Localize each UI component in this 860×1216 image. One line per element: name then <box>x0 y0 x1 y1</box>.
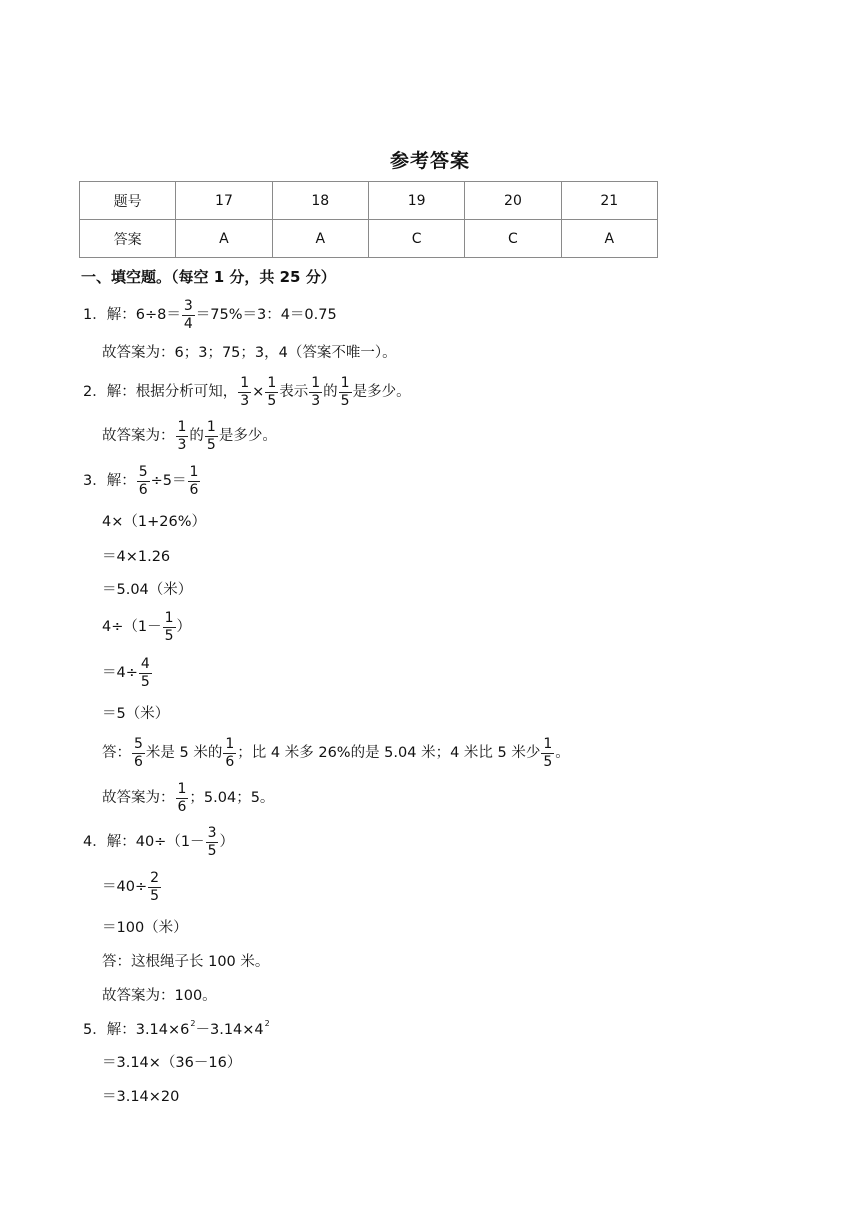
numerator: 3 <box>183 298 193 314</box>
denominator: 5 <box>207 842 217 859</box>
q4-conclusion: 答：这根绳子长 100 米。 <box>102 954 270 970</box>
answer-table <box>79 181 658 258</box>
table-cell: 19 <box>368 182 464 220</box>
numerator: 4 <box>140 656 150 672</box>
table-cell: 答案 <box>80 220 176 258</box>
denominator: 6 <box>134 753 143 770</box>
table-row <box>80 220 658 258</box>
text: ；比 4 米多 26%的是 5.04 米；4 米比 5 米少 <box>237 744 541 761</box>
denominator: 3 <box>177 436 187 453</box>
text: ） <box>176 618 192 635</box>
fraction <box>265 376 278 408</box>
q5-solution <box>83 1019 270 1038</box>
q4-answer: 故答案为：100。 <box>102 988 217 1004</box>
fraction <box>188 465 201 497</box>
numerator: 1 <box>267 375 277 391</box>
denominator: 3 <box>311 392 321 409</box>
text: 2．解：根据分析可知， <box>83 383 238 400</box>
text: × <box>252 383 265 400</box>
table-cell: C <box>368 220 464 258</box>
text: ＝40÷ <box>102 878 148 895</box>
q4-step <box>102 871 162 903</box>
denominator: 5 <box>340 392 350 409</box>
denominator: 6 <box>177 798 187 815</box>
text: －3.14×4 <box>195 1022 264 1038</box>
q2-answer <box>102 420 277 452</box>
numerator: 1 <box>189 464 199 480</box>
fraction <box>182 299 195 331</box>
table-cell: 21 <box>561 182 657 220</box>
fraction <box>132 737 145 769</box>
fraction <box>206 826 219 858</box>
q4-solution <box>83 826 234 858</box>
q1-solution <box>83 299 337 331</box>
fraction <box>238 376 251 408</box>
denominator: 6 <box>189 481 199 498</box>
superscript: 2 <box>264 1019 270 1029</box>
q4-step: ＝100（米） <box>102 920 188 936</box>
text: ） <box>219 833 234 850</box>
text: 是多少。 <box>352 383 411 400</box>
q5-step: ＝3.14×（36－16） <box>102 1055 242 1071</box>
numerator: 1 <box>311 375 321 391</box>
numerator: 1 <box>164 610 174 626</box>
text: 表示 <box>279 383 309 400</box>
denominator: 6 <box>225 753 235 770</box>
fraction <box>163 611 176 643</box>
denominator: 5 <box>543 753 553 770</box>
q3-step: ＝5（米） <box>102 706 170 722</box>
q3-solution <box>83 465 201 497</box>
q3-answer <box>102 782 274 814</box>
denominator: 5 <box>150 887 160 904</box>
q2-solution <box>83 376 411 408</box>
q5-step: ＝3.14×20 <box>102 1089 180 1105</box>
fraction <box>176 420 189 452</box>
q3-conclusion <box>102 737 570 769</box>
numerator: 1 <box>240 375 250 391</box>
numerator: 1 <box>206 419 216 435</box>
fraction <box>309 376 322 408</box>
text: ÷5＝ <box>150 472 187 489</box>
numerator: 1 <box>543 736 553 752</box>
table-cell: C <box>465 220 561 258</box>
denominator: 5 <box>140 673 150 690</box>
page-title: 参考答案 <box>389 150 470 172</box>
text: 答： <box>102 744 131 761</box>
table-cell: 18 <box>272 182 368 220</box>
numerator: 5 <box>138 464 148 480</box>
table-cell: 17 <box>176 182 272 220</box>
text: 是多少。 <box>218 427 277 444</box>
text: ；5.04；5。 <box>189 789 275 806</box>
q1-answer: 故答案为：6；3；75；3，4（答案不唯一）。 <box>102 345 397 361</box>
fraction <box>205 420 218 452</box>
fraction <box>339 376 352 408</box>
denominator: 5 <box>164 627 174 644</box>
numerator: 1 <box>177 781 187 797</box>
denominator: 6 <box>138 481 148 498</box>
text: 米是 5 米的 <box>145 744 223 761</box>
table-cell: A <box>272 220 368 258</box>
numerator: 5 <box>134 736 143 752</box>
q3-step: ＝5.04（米） <box>102 582 193 598</box>
q3-step: 4×（1+26%） <box>102 514 206 530</box>
text: 1．解：6÷8＝ <box>83 306 181 323</box>
text: 3．解： <box>83 472 136 489</box>
text: 的 <box>189 427 204 444</box>
text: 。 <box>555 744 570 761</box>
fraction <box>137 465 150 497</box>
denominator: 3 <box>240 392 250 409</box>
text: 4÷（1－ <box>102 618 162 635</box>
q3-step: ＝4×1.26 <box>102 549 171 565</box>
fraction <box>148 871 161 903</box>
table-cell: A <box>176 220 272 258</box>
table-cell: A <box>561 220 657 258</box>
fraction <box>223 737 236 769</box>
table-cell: 20 <box>465 182 561 220</box>
text: 的 <box>323 383 338 400</box>
fraction <box>139 657 152 689</box>
superscript: 2 <box>190 1019 196 1029</box>
numerator: 3 <box>207 825 217 841</box>
q3-step <box>102 657 153 689</box>
q3-step <box>102 611 191 643</box>
table-cell: 题号 <box>80 182 176 220</box>
table-row <box>80 182 658 220</box>
fraction <box>541 737 554 769</box>
text: 5．解：3.14×6 <box>83 1022 190 1038</box>
denominator: 5 <box>206 436 216 453</box>
denominator: 5 <box>267 392 277 409</box>
numerator: 2 <box>150 870 160 886</box>
numerator: 1 <box>225 736 235 752</box>
section-heading: 一、填空题。（每空 1 分，共 25 分） <box>81 268 336 286</box>
numerator: 1 <box>340 375 350 391</box>
text: ＝75%＝3：4＝0.75 <box>195 306 337 323</box>
numerator: 1 <box>177 419 187 435</box>
text: 4．解：40÷（1－ <box>83 833 205 850</box>
text: ＝4÷ <box>102 664 138 681</box>
denominator: 4 <box>183 315 193 332</box>
text: 故答案为： <box>102 427 175 444</box>
fraction <box>176 782 189 814</box>
text: 故答案为： <box>102 789 175 806</box>
